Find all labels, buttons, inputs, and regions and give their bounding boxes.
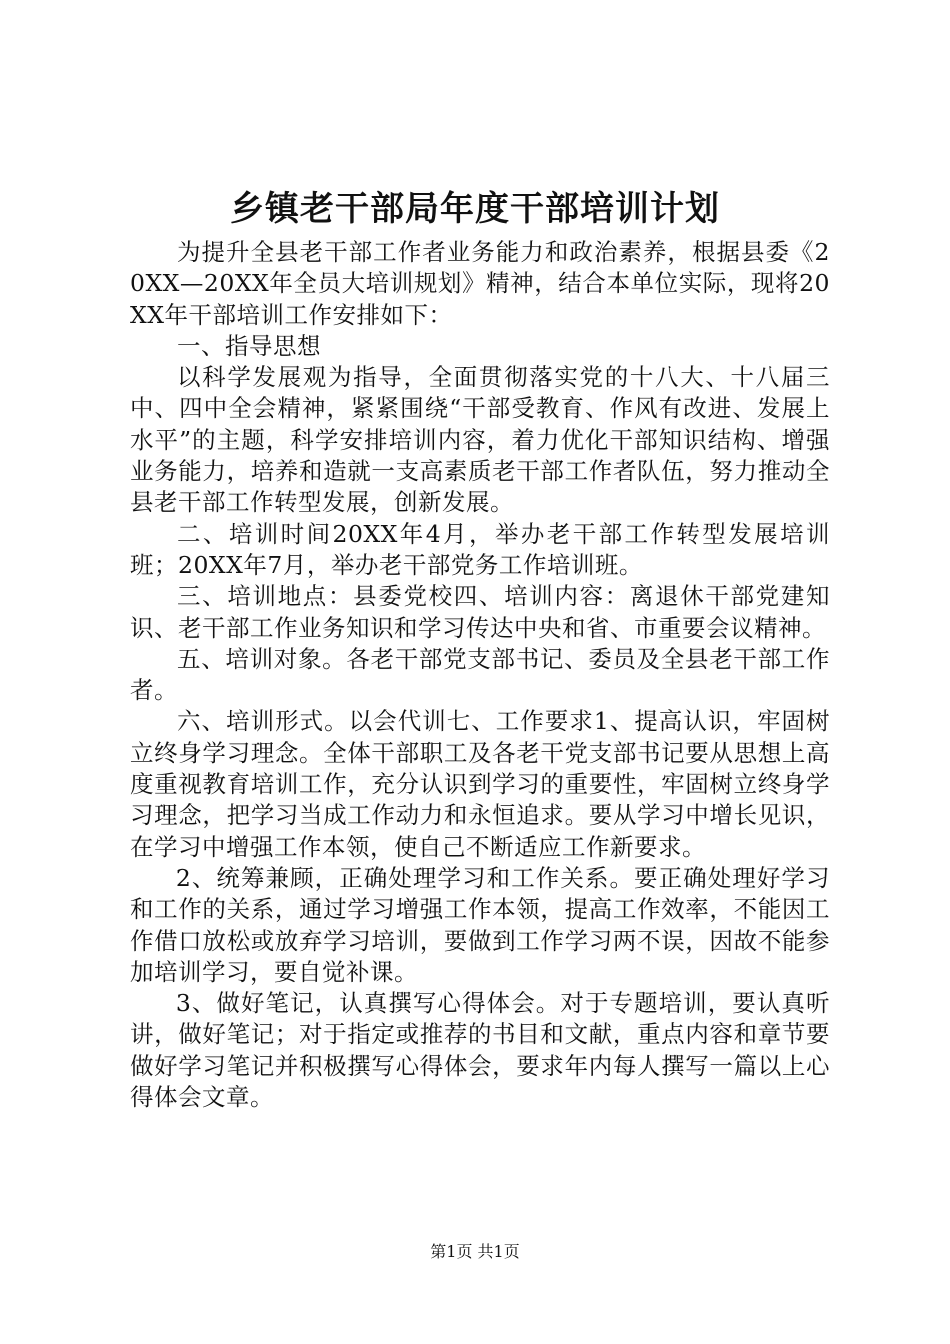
section-heading-guiding-thought: 一、指导思想 xyxy=(177,331,321,360)
training-target-paragraph: 五、培训对象。各老干部党支部书记、委员及全县老干部工作者。 xyxy=(130,644,830,705)
document-title: 乡镇老干部局年度干部培训计划 xyxy=(230,189,720,229)
intro-paragraph: 为提升全县老干部工作者业务能力和政治素养，根据县委《20XX—20XX年全员大培训规划》精神，结合本单位实际，现将20XX年干部培训工作安排如下： xyxy=(130,238,830,329)
requirement-3-paragraph: 3、做好笔记，认真撰写心得体会。对于专题培训，要认真听讲，做好笔记；对于指定或推荐的书目和文献，重点内容和章节要做好学习笔记并积极撰写心得体会，要求年内每人撰写一篇以上心得体会文章。 xyxy=(130,989,830,1112)
training-location-content-paragraph: 三、培训地点：县委党校四、培训内容：离退休干部党建知识、老干部工作业务知识和学习传达中央和省、市重要会议精神。 xyxy=(130,582,830,642)
page-footer: 第1页 共1页 xyxy=(430,1242,520,1261)
training-time-paragraph: 二、培训时间20XX年4月，举办老干部工作转型发展培训班；20XX年7月，举办老干部党务工作培训班。 xyxy=(130,519,830,579)
requirement-2-paragraph: 2、统筹兼顾，正确处理学习和工作关系。要正确处理好学习和工作的关系，通过学习增强工作本领，提高工作效率，不能因工作借口放松或放弃学习培训，要做到工作学习两不误，因故不能参加培训学习，要自觉补课。 xyxy=(130,863,830,986)
document-body xyxy=(130,237,830,1113)
guiding-thought-paragraph: 以科学发展观为指导，全面贯彻落实党的十八大、十八届三中、四中全会精神，紧紧围绕“干部受教育、作风有改进、发展上水平”的主题，科学安排培训内容，着力优化干部知识结构、增强业务能力，培养和造就一支高素质老干部工作者队伍，努力推动全县老干部工作转型发展，创新发展。 xyxy=(130,363,830,517)
training-form-requirements-paragraph: 六、培训形式。以会代训七、工作要求1、提高认识，牢固树立终身学习理念。全体干部职工及各老干党支部书记要从思想上高度重视教育培训工作，充分认识到学习的重要性，牢固树立终身学习理念，把学习当成工作动力和永恒追求。要从学习中增长见识，在学习中增强工作本领，使自己不断适应工作新要求。 xyxy=(130,707,830,861)
